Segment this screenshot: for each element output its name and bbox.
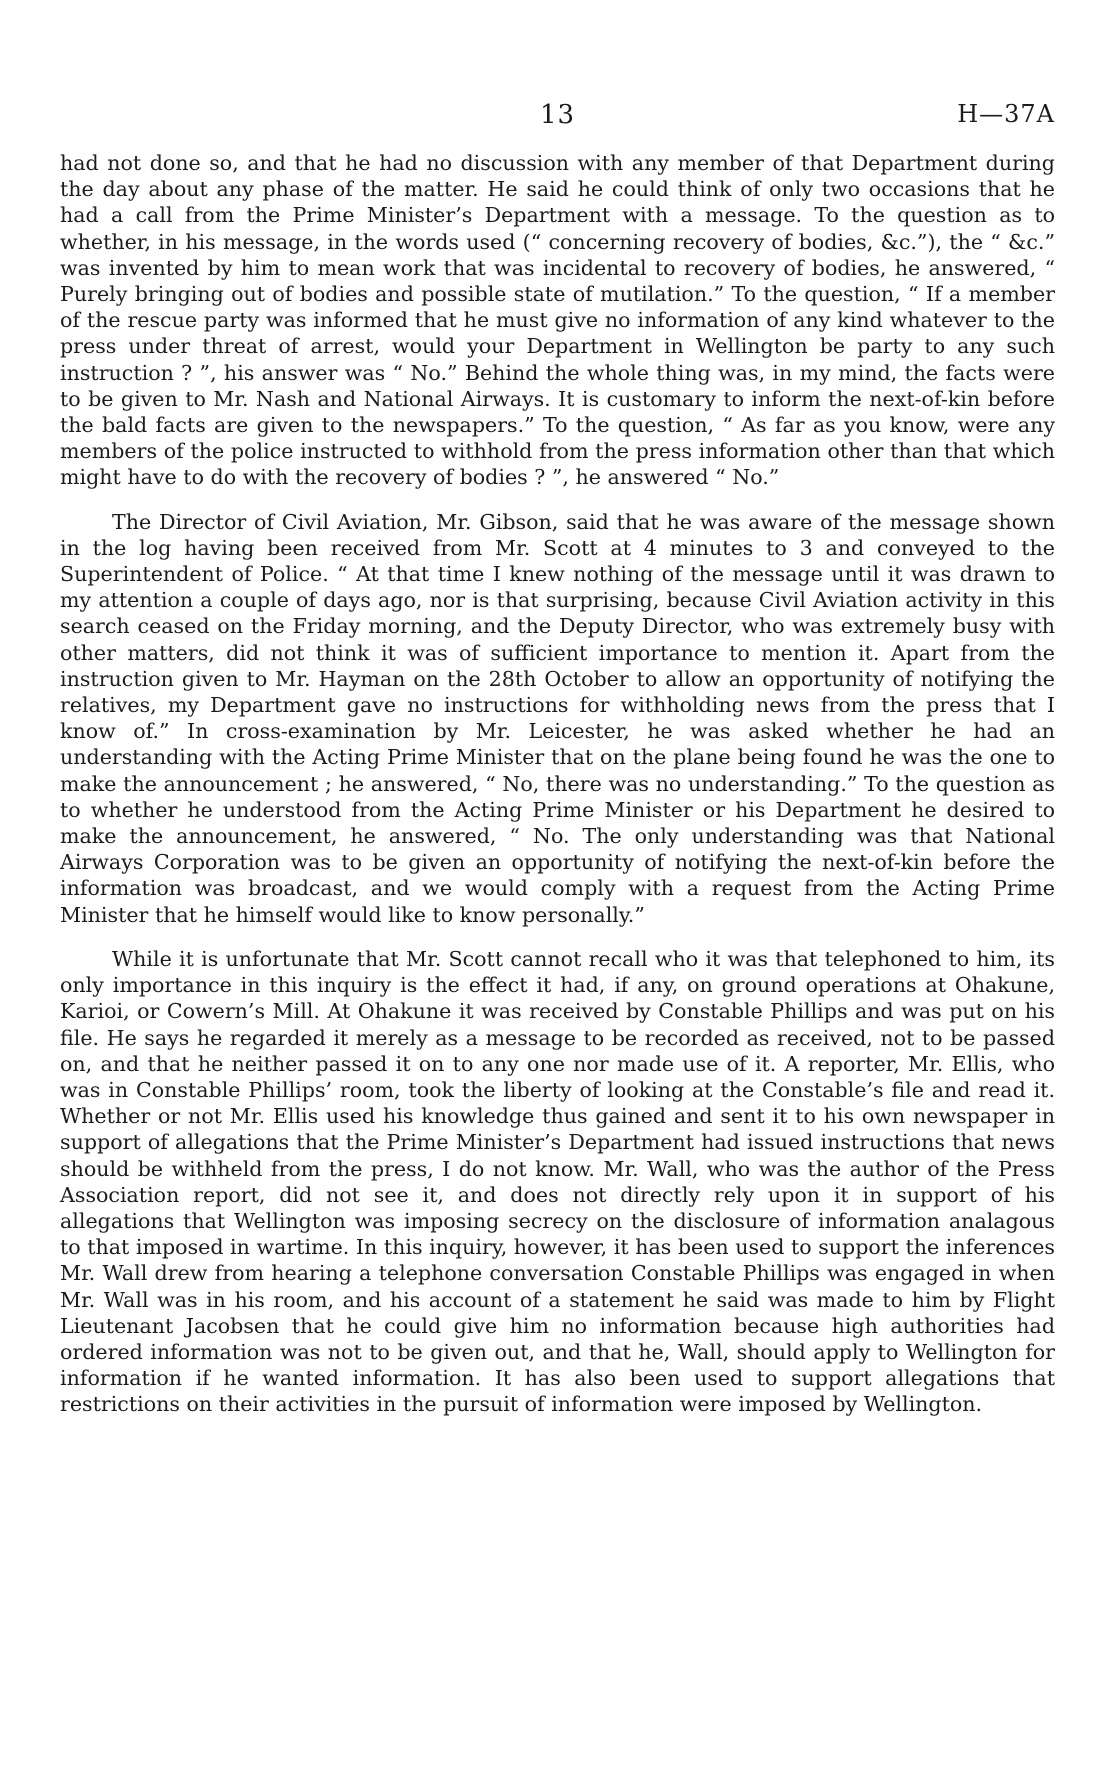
document-page (60, 100, 1055, 1436)
paragraph-director-civil-aviation: The Director of Civil Aviation, Mr. Gibson, said that he was aware of the message shown in the log having been received from Mr. Scott at 4 minutes to 3 and conveyed to the Superintendent of Police. “ At that time I knew nothing of the message until it was drawn to my attention a couple of days ago, nor is that surprising, because Civil Aviation activity in this search ceased on the Friday morning, and the Deputy Director, who was extremely busy with other matters, did not think it was of sufficient importance to mention it. Apart from the instruction given to Mr. Hayman on the 28th October to allow an opportunity of notifying the relatives, my Department gave no instructions for withholding news from the press that I know of.” In cross-examination by Mr. Leicester, he was asked whether he had an understanding with the Acting Prime Minister that on the plane being found he was the one to make the announcement ; he answered, “ No, there was no understanding.” To the question as to whether he understood from the Acting Prime Minister or his Department he desired to make the announcement, he answered, “ No. The only understanding was that National Airways Corporation was to be given an opportunity of notifying the next-of-kin before the information was broadcast, and we would comply with a request from the Acting Prime Minister that he himself would like to know personally.” (60, 509, 1055, 927)
document-reference: H—37A (957, 100, 1055, 128)
page-header (60, 100, 1055, 140)
page-number: 13 (539, 100, 576, 130)
paragraph-continued: had not done so, and that he had no discussion with any member of that Department during the day about any phase of the matter. He said he could think of only two occasions that he had a call from the Prime Minister’s Department with a message. To the question as to whether, in his message, in the words used (“ concerning recovery of bodies, &c.”), the “ &c.” was invented by him to mean work that was incidental to recovery of bodies, he answered, “ Purely bringing out of bodies and possible state of mutilation.” To the question, “ If a member of the rescue party was informed that he must give no information of any kind whatever to the press under threat of arrest, would your Department in Wellington be party to any such instruction ? ”, his answer was “ No.” Behind the whole thing was, in my mind, the facts were to be given to Mr. Nash and National Airways. It is customary to inform the next-of-kin before the bald facts are given to the newspapers.” To the question, “ As far as you know, were any members of the police instructed to withhold from the press information other than that which might have to do with the recovery of bodies ? ”, he answered “ No.” (60, 151, 1055, 490)
paragraph-mr-scott-telephone: While it is unfortunate that Mr. Scott cannot recall who it was that telephoned to him, its only importance in this inquiry is the effect it had, if any, on ground operations at Ohakune, Karioi, or Cowern’s Mill. At Ohakune it was received by Constable Phillips and was put on his file. He says he regarded it merely as a message to be recorded as received, not to be passed on, and that he neither passed it on to any one nor made use of it. A reporter, Mr. Ellis, who was in Constable Phillips’ room, took the liberty of looking at the Constable’s file and read it. Whether or not Mr. Ellis used his knowledge thus gained and sent it to his own newspaper in support of allegations that the Prime Minister’s Department had issued instructions that news should be withheld from the press, I do not know. Mr. Wall, who was the author of the Press Association report, did not see it, and does not directly rely upon it in support of his allegations that Wellington was imposing secrecy on the disclosure of information analagous to that imposed in wartime. In this inquiry, however, it has been used to support the inferences Mr. Wall drew from hearing a telephone conversation Constable Phillips was engaged in when Mr. Wall was in his room, and his account of a statement he said was made to him by Flight Lieutenant Jacobsen that he could give him no information because high authorities had ordered information was not to be given out, and that he, Wall, should apply to Wellington for information if he wanted information. It has also been used to support allegations that restrictions on their activities in the pursuit of information were imposed by Wellington. (60, 946, 1055, 1417)
body-text (60, 150, 1055, 1418)
